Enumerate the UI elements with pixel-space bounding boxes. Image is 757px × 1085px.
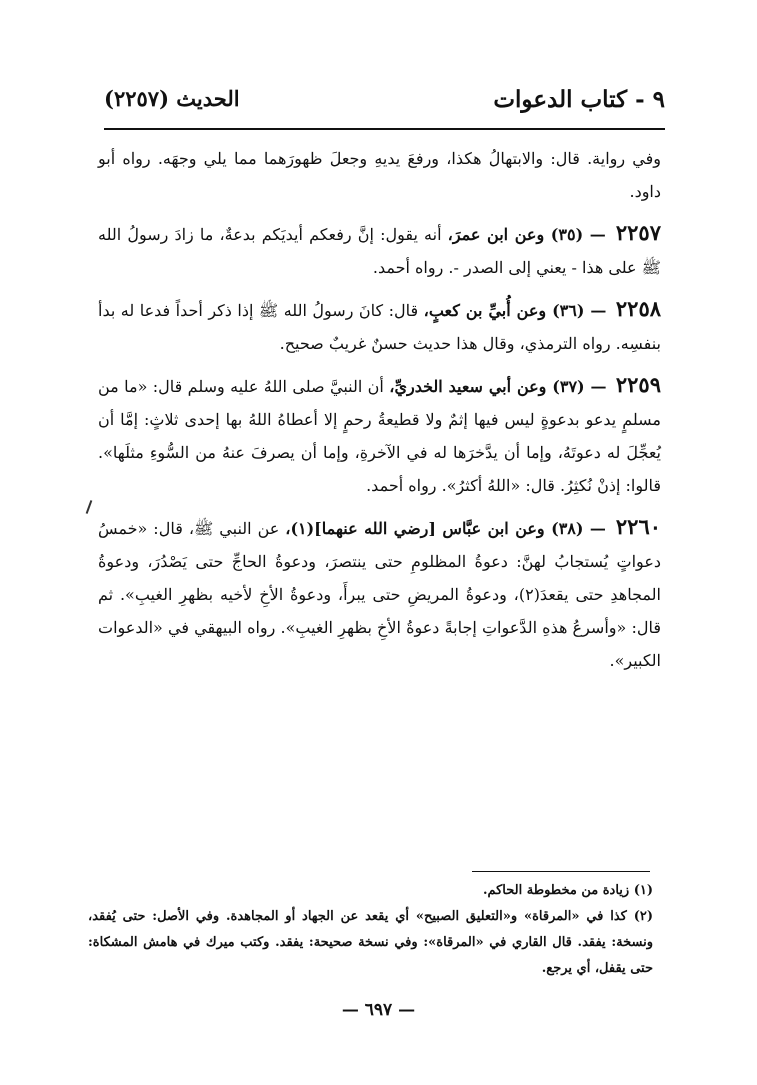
main-text (98, 142, 661, 677)
hadith-text: أن النبيَّ صلى اللهُ عليه وسلم قال: «ما من مسلمٍ يدعو بدعوةٍ ليس فيها إثمٌ ولا قطيعةُ رحمٍ إلا أعطاهُ اللهُ بها إحدى ثلاثٍ: إمَّا أن يُعجِّلَ له دعوتَهُ، وإما أن يدَّخرَها له في الآخرةِ، وإما أن يصرفَ عنهُ من السُّوءِ مثلَها». قالوا: إذنْ نُكثِرُ. قال: «اللهُ أكثرُ». رواه أحمد. (98, 377, 661, 495)
hadith-number: ٢٢٥٨ (615, 296, 662, 321)
hadith-range: الحديث (٢٢٥٧) (104, 86, 240, 111)
hadith-chain: — (٣٦) وعن أُبيِّ بن كعبٍ، (423, 301, 607, 320)
margin-pen-mark (86, 500, 93, 514)
footnote-2: (٢) كذا في «المرقاة» و«التعليق الصبيح» أي يقعد عن الجهاد أو المجاهدة. وفي الأصل: حتى يُفقد، ونسخة: يفقد. قال القاري في «المرقاة»: وفي نسخة صحيحة: يفقد. وكتب ميرك في هامش المشكاة: حتى يقفل، أي يرجع. (88, 909, 653, 976)
hadith-chain: — (٣٨) وعن ابن عبَّاس [رضي الله عنهما](١)، (285, 519, 606, 538)
footnote-divider (472, 871, 650, 872)
paragraph-text: وفي رواية. قال: والابتهالُ هكذا، ورفعَ يديهِ وجعلَ ظهورَهما مما يلي وجهَه. رواه أبو داود. (98, 149, 661, 201)
footnotes (88, 878, 653, 982)
chapter-title: ٩ - كتاب الدعوات (493, 86, 665, 113)
hadith-text: قال: كانَ رسولُ الله ﷺ إذا ذكر أحداً فدعا له بدأ بنفسِه. رواه الترمذي، وقال هذا حديث حسنٌ غريبٌ صحيح. (98, 301, 661, 353)
hadith-2258 (98, 292, 661, 360)
hadith-text: عن النبي ﷺ، قال: «خمسُ دعواتٍ يُستجابُ لهنَّ: دعوةُ المظلومِ حتى ينتصرَ، ودعوةُ الحاجِّ حتى يَصْدُرَ، ودعوةُ المجاهدِ حتى يقعدَ(٢)، ودعوةُ المريضِ حتى يبرأَ، ودعوةُ الأخِ لأخيه بظهرِ الغيبِ». ثم قال: «وأسرعُ هذهِ الدَّعواتِ إجابةً دعوةُ الأخِ بظهرِ الغيبِ». رواه البيهقي في «الدعوات الكبير». (98, 519, 661, 670)
hadith-text: أنه يقول: إنَّ رفعكم أيديَكم بدعةٌ، ما زادَ رسولُ الله ﷺ على هذا - يعني إلى الصدر -. رواه أحمد. (98, 225, 661, 277)
hadith-chain: — (٣٥) وعن ابن عمرَ، (447, 225, 606, 244)
hadith-number: ٢٢٥٧ (615, 220, 661, 245)
page-number: — ٦٩٧ — (341, 1000, 416, 1020)
hadith-chain: — (٣٧) وعن أبي سعيد الخدريِّ، (389, 377, 607, 396)
hadith-number: ٢٢٥٩ (615, 372, 661, 397)
hadith-2260 (98, 510, 661, 677)
page-header (104, 84, 665, 124)
hadith-number: ٢٢٦٠ (615, 514, 662, 539)
hadith-2259 (98, 368, 661, 502)
footnote-1: (١) زيادة من مخطوطة الحاكم. (482, 883, 653, 898)
hadith-2257 (98, 216, 661, 284)
paragraph-intro (98, 142, 661, 208)
header-divider (104, 128, 665, 130)
